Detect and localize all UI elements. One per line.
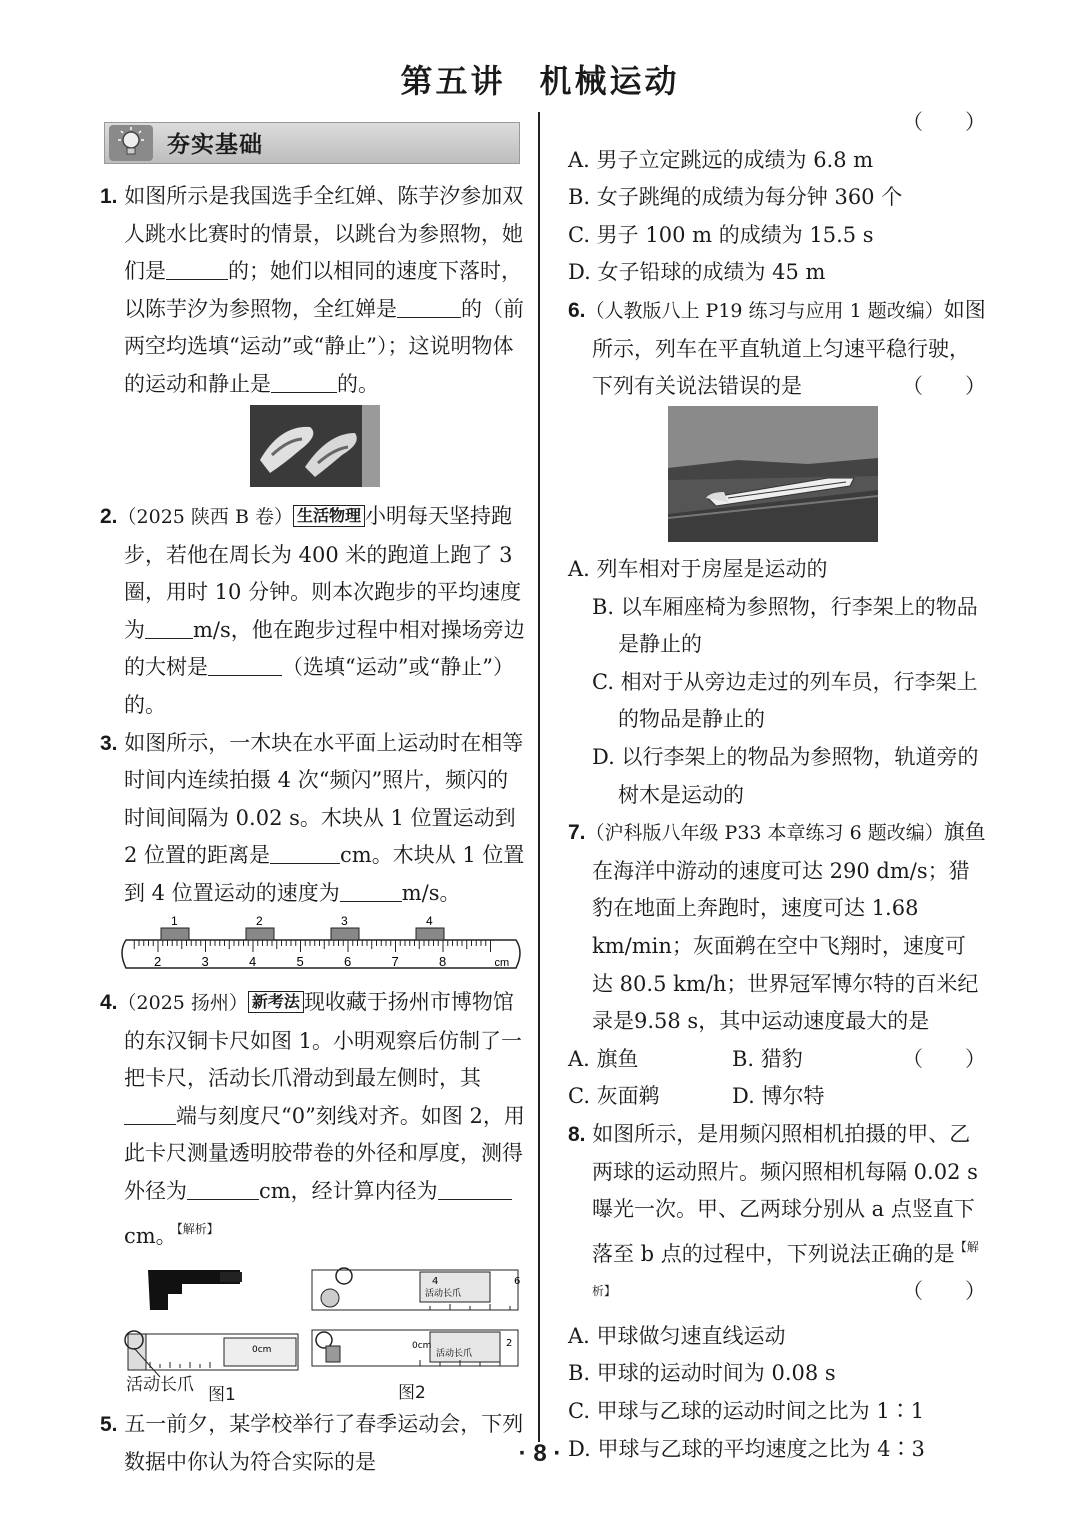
svg-text:6: 6 bbox=[514, 1276, 521, 1287]
q2-text-3: （选填“运动”或“静止”）的。 bbox=[124, 655, 514, 717]
question-6 bbox=[568, 292, 986, 406]
q4-source: （2025 扬州） bbox=[117, 992, 248, 1014]
q5-paren[interactable]: （ ） bbox=[902, 110, 986, 134]
q4-text-2: 端与刻度尺“0”刻线对齐。如图 2，用此卡尺测量透明胶带卷的外径和厚度，测得外径为 bbox=[124, 1103, 525, 1203]
q4-number: 4. bbox=[100, 991, 118, 1014]
svg-text:2: 2 bbox=[506, 1338, 513, 1349]
fig1-label: 图1 bbox=[208, 1385, 236, 1405]
block-label: 1 bbox=[171, 914, 178, 928]
q6-option-d[interactable]: D. 以行李架上的物品为参照物，轨道旁的树木是运动的 bbox=[592, 744, 979, 807]
block-label: 2 bbox=[256, 914, 263, 928]
left-column-q2 bbox=[100, 498, 525, 913]
slider-label-top: 活动长爪 bbox=[425, 1289, 462, 1299]
q3-blank-1[interactable] bbox=[270, 837, 340, 864]
q1-blank-1[interactable] bbox=[166, 253, 228, 280]
q2-tag: 生活物理 bbox=[293, 505, 365, 527]
page-title bbox=[0, 56, 1080, 102]
title-part2: 机械运动 bbox=[539, 62, 680, 100]
wood-block bbox=[331, 928, 359, 940]
q1-text-4: 的。 bbox=[337, 371, 379, 396]
q8-option-a[interactable]: A. 甲球做匀速直线运动 bbox=[568, 1323, 786, 1348]
q1-blank-2[interactable] bbox=[397, 291, 461, 318]
q1-text-3: 的（前两空均选填“运动”或“静止”）；这说明物体的运动和静止是 bbox=[124, 296, 524, 396]
claw-label: 活动长爪 bbox=[126, 1375, 194, 1395]
q4-blank-1[interactable] bbox=[124, 1098, 176, 1125]
q6-option-a[interactable]: A. 列车相对于房屋是运动的 bbox=[568, 557, 828, 581]
ruler-tick-label: 8 bbox=[439, 954, 447, 969]
left-column-q4 bbox=[100, 984, 525, 1255]
q2-blank-1[interactable] bbox=[145, 612, 193, 639]
column-divider bbox=[538, 112, 540, 1442]
q3-blank-2[interactable] bbox=[340, 875, 402, 902]
train-photo bbox=[668, 406, 878, 542]
q5-option-b[interactable]: B. 女子跳绳的成绩为每分钟 360 个 bbox=[568, 185, 903, 210]
q8-number: 8. bbox=[568, 1122, 586, 1146]
q7-option-b[interactable]: B. 猎豹 bbox=[732, 1046, 803, 1071]
wood-block bbox=[246, 928, 274, 940]
q6-paren[interactable]: （ ） bbox=[902, 374, 986, 399]
q6-option-b[interactable]: B. 以车厢座椅为参照物，行李架上的物品是静止的 bbox=[592, 594, 978, 657]
question-1 bbox=[100, 178, 525, 404]
ruler-tick-label: 2 bbox=[154, 954, 162, 969]
q4-blank-3[interactable] bbox=[438, 1173, 512, 1200]
q6-option-c[interactable]: C. 相对于从旁边走过的列车员，行李架上的物品是静止的 bbox=[592, 669, 978, 732]
question-2 bbox=[100, 498, 525, 725]
title-part1: 第五讲 bbox=[400, 62, 506, 100]
q8-jiexi[interactable]: 【解析】 bbox=[592, 1239, 979, 1299]
q5-text: 五一前夕，某学校举行了春季运动会，下列数据中你认为符合实际的是 bbox=[124, 1412, 524, 1474]
wood-block bbox=[161, 928, 189, 940]
question-4 bbox=[100, 984, 525, 1255]
caliper-figures bbox=[120, 1262, 530, 1382]
q7-source: （沪科版八年级 P33 本章练习 6 题改编） bbox=[585, 822, 944, 845]
q3-text-3: m/s。 bbox=[401, 880, 461, 905]
ruler-tick-label: 3 bbox=[201, 954, 209, 969]
section-label: 夯实基础 bbox=[167, 132, 263, 158]
block-label: 4 bbox=[426, 914, 433, 928]
q3-text-2: cm。木块从 1 位置到 4 位置运动的速度为 bbox=[124, 843, 525, 905]
q7-option-a[interactable]: A. 旗鱼 bbox=[568, 1046, 639, 1071]
q7-options-row-1 bbox=[568, 1041, 926, 1079]
q5-option-a[interactable]: A. 男子立定跳远的成绩为 6.8 m bbox=[568, 147, 874, 172]
q5-continuation-spacer bbox=[568, 104, 986, 142]
q8-paren[interactable]: （ ） bbox=[902, 1279, 986, 1304]
q4-text-1: 现收藏于扬州市博物馆的东汉铜卡尺如图 1。小明观察后仿制了一把卡尺，活动长爪滑动到最左侧时，其 bbox=[124, 990, 523, 1091]
diving-photo bbox=[250, 405, 380, 487]
q7-option-d[interactable]: D. 博尔特 bbox=[732, 1084, 825, 1109]
q8-text: 如图所示，是用频闪照相机拍摄的甲、乙两球的运动照片。频闪照相机每隔 0.02 s 曝光一次。甲、乙两球分别从 a 点竖直下落至 b 点的过程中，下列说法正确的是 bbox=[592, 1121, 978, 1266]
q7-number: 7. bbox=[568, 821, 586, 845]
q2-number: 2. bbox=[100, 505, 118, 528]
q4-tag: 新考法 bbox=[248, 991, 304, 1013]
block-label: 3 bbox=[341, 914, 348, 928]
q5-number: 5. bbox=[100, 1413, 118, 1436]
svg-text:4: 4 bbox=[432, 1276, 439, 1287]
q2-blank-2[interactable] bbox=[208, 649, 282, 676]
q6-text: 如图所示，列车在平直轨道上匀速平稳行驶，下列有关说法错误的是 bbox=[592, 297, 986, 399]
q5-option-d[interactable]: D. 女子铅球的成绩为 45 m bbox=[568, 260, 826, 285]
ruler-tick-label: 6 bbox=[344, 954, 352, 969]
q5-option-c[interactable]: C. 男子 100 m 的成绩为 15.5 s bbox=[568, 222, 874, 247]
q1-text-2: 的；她们以相同的速度下落时，以陈芋汐为参照物，全红婵是 bbox=[124, 259, 522, 321]
q6-number: 6. bbox=[568, 298, 586, 322]
q6-source: （人教版八上 P19 练习与应用 1 题改编） bbox=[585, 299, 944, 322]
q4-blank-2[interactable] bbox=[187, 1173, 259, 1200]
q7-paren[interactable]: （ ） bbox=[902, 1046, 986, 1071]
fig2-label: 图2 bbox=[398, 1383, 426, 1403]
q1-text-1: 如图所示是我国选手全红婵、陈芋汐参加双人跳水比赛时的情景，以跳台为参照物，她们是 bbox=[124, 184, 524, 284]
wood-block bbox=[416, 928, 444, 940]
question-3 bbox=[100, 725, 525, 913]
ruler-figure bbox=[116, 912, 526, 974]
right-column-q6-options bbox=[568, 551, 986, 1468]
q1-number: 1. bbox=[100, 185, 118, 208]
q7-options-row-2 bbox=[568, 1078, 986, 1116]
ruler-tick-label: cm bbox=[494, 957, 510, 969]
q7-option-c[interactable]: C. 灰面鹈 bbox=[568, 1084, 660, 1109]
q2-source: （2025 陕西 B 卷） bbox=[117, 506, 293, 528]
slider-label-bottom: 活动长爪 bbox=[436, 1349, 473, 1359]
svg-text:0cm: 0cm bbox=[252, 1345, 272, 1355]
q8-option-b[interactable]: B. 甲球的运动时间为 0.08 s bbox=[568, 1361, 836, 1386]
q4-text-4: cm。 bbox=[124, 1223, 177, 1248]
svg-text:0cm: 0cm bbox=[412, 1341, 432, 1351]
right-column bbox=[568, 104, 986, 406]
q2-text-1: 小明每天坚持跑步，若他在周长为 400 米的跑道上跑了 3 圈，用时 10 分钟。则本次跑步的平均速度为 bbox=[124, 504, 522, 642]
q3-text-1: 如图所示，一木块在水平面上运动时在相等时间内连续拍摄 4 次“频闪”照片，频闪的时间间隔为 0.02 s。木块从 1 位置运动到 2 位置的距离是 bbox=[124, 730, 524, 868]
q4-jiexi[interactable]: 【解析】 bbox=[176, 1221, 219, 1236]
ruler-tick-label: 5 bbox=[296, 954, 304, 969]
q4-text-3: cm，经计算内径为 bbox=[259, 1178, 438, 1203]
left-column bbox=[100, 178, 525, 404]
ruler-tick-label: 7 bbox=[391, 954, 399, 969]
q2-text-2: m/s，他在跑步过程中相对操场旁边的大树是 bbox=[124, 617, 525, 680]
q8-option-d[interactable]: D. 甲球与乙球的平均速度之比为 4∶3 bbox=[568, 1436, 925, 1461]
q8-option-c[interactable]: C. 甲球与乙球的运动时间之比为 1∶1 bbox=[568, 1399, 925, 1424]
lightbulb-icon bbox=[109, 125, 153, 161]
q3-number: 3. bbox=[100, 731, 118, 755]
section-header bbox=[104, 122, 520, 164]
ruler-tick-label: 4 bbox=[249, 954, 257, 969]
q1-blank-3[interactable] bbox=[271, 366, 337, 393]
question-8 bbox=[568, 1116, 986, 1318]
page-number: · 8 · bbox=[518, 1440, 562, 1467]
q7-text: 旗鱼在海洋中游动的速度可达 290 dm/s；猎豹在地面上奔跑时，速度可达 1.68 km/min；灰面鹈在空中飞翔时，速度可达 80.5 km/h；世界冠军博尔特的百米纪录是9.58 s，其中运动速度最大的是 bbox=[592, 820, 986, 1034]
